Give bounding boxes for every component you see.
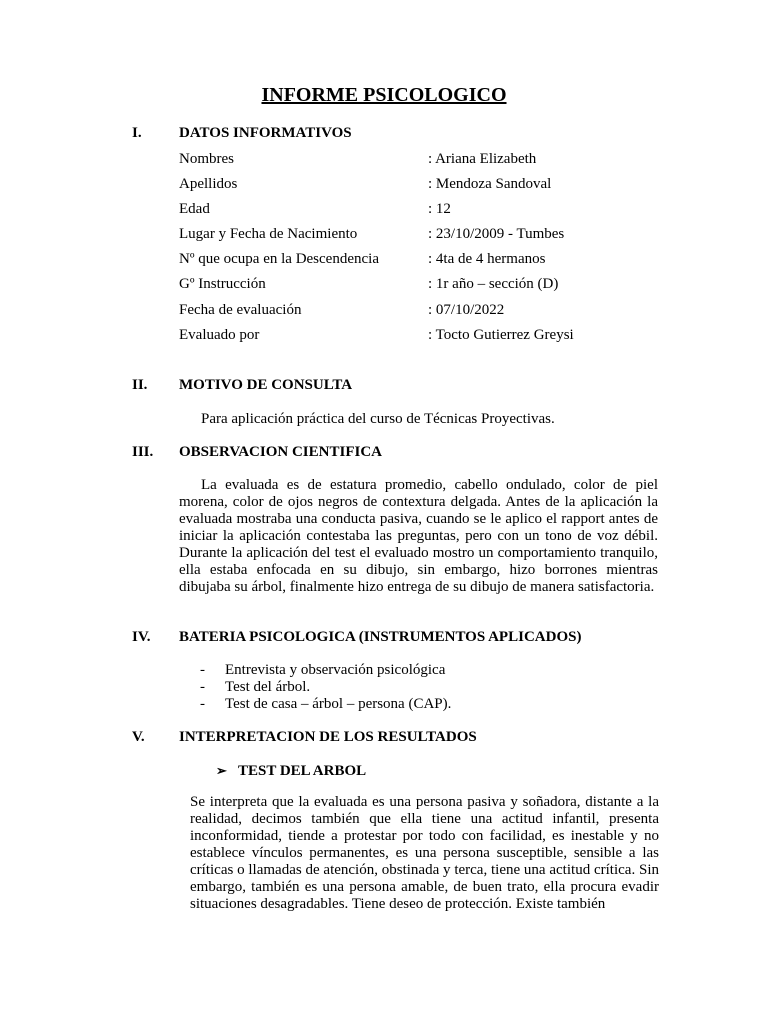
section-number: II. — [132, 377, 148, 393]
field-value: : Tocto Gutierrez Greysi — [428, 327, 574, 343]
test-arbol-paragraph: Se interpreta que la evaluada es una persona pasiva y soñadora, distante a la realidad, decimos también que ella tiene una actitud infantil, presenta inconformidad, tiende a protestar por todo con facilidad, es inestable y no establece vínculos permanentes, es una persona susceptible, sensible a las críticas o llamadas de atención, obstinada y terca, tiene una actitud crítica. Sin embargo, también es una persona amable, de buen trato, ella procura evadir situaciones desagradables. Tiene deseo de protección. Existe también — [190, 794, 659, 912]
section-title: BATERIA PSICOLOGICA (INSTRUMENTOS APLICADOS) — [179, 629, 582, 645]
list-item-text: Test del árbol. — [225, 679, 311, 695]
list-item-text: Test de casa – árbol – persona (CAP). — [225, 696, 452, 712]
field-label: Edad — [179, 201, 210, 217]
section-title: MOTIVO DE CONSULTA — [179, 377, 353, 393]
bullet-dash: - — [200, 696, 205, 712]
arrow-bullet-icon: ➢ — [216, 763, 227, 778]
list-item-text: Entrevista y observación psicológica — [225, 662, 446, 678]
field-label: Evaluado por — [179, 327, 260, 343]
field-label: Gº Instrucción — [179, 276, 266, 292]
field-value: : Mendoza Sandoval — [428, 176, 552, 192]
field-value: : 23/10/2009 - Tumbes — [428, 226, 565, 242]
field-label: Nombres — [179, 151, 234, 167]
field-label: Apellidos — [179, 176, 238, 192]
section-number: I. — [132, 125, 142, 141]
motivo-text: Para aplicación práctica del curso de Técnicas Proyectivas. — [201, 411, 555, 427]
field-label: Lugar y Fecha de Nacimiento — [179, 226, 358, 242]
field-label: Fecha de evaluación — [179, 302, 302, 318]
field-value: : 1r año – sección (D) — [428, 276, 559, 292]
section-number: IV. — [132, 629, 151, 645]
field-label: Nº que ocupa en la Descendencia — [179, 251, 379, 267]
page-title: INFORME PSICOLOGICO — [261, 84, 507, 106]
section-title: DATOS INFORMATIVOS — [179, 125, 352, 141]
bullet-dash: - — [200, 662, 205, 678]
field-value: : 12 — [428, 201, 451, 217]
test-arbol-heading — [216, 763, 366, 780]
bullet-dash: - — [200, 679, 205, 695]
section-number: V. — [132, 729, 145, 745]
field-value: : Ariana Elizabeth — [428, 151, 537, 167]
field-value: : 4ta de 4 hermanos — [428, 251, 546, 267]
observacion-paragraph: La evaluada es de estatura promedio, cabello ondulado, color de piel morena, color de ojos negros de contextura delgada. Antes de la aplicación la evaluada mostraba una conducta pasiva, cuando se le aplico el rapport antes de iniciar la aplicación contestaba las preguntas, pero con un tono de voz débil. Durante la aplicación del test el evaluado mostro un comportamiento tranquilo, ella estaba enfocada en su dibujo, sin embargo, hizo borrones mientras dibujaba su árbol, finalmente hizo entrega de su dibujo de manera satisfactoria. — [179, 477, 658, 595]
subsection-title: TEST DEL ARBOL — [238, 763, 367, 779]
section-title: INTERPRETACION DE LOS RESULTADOS — [179, 729, 477, 745]
field-value: : 07/10/2022 — [428, 302, 505, 318]
section-title: OBSERVACION CIENTIFICA — [179, 444, 382, 460]
section-number: III. — [132, 444, 154, 460]
